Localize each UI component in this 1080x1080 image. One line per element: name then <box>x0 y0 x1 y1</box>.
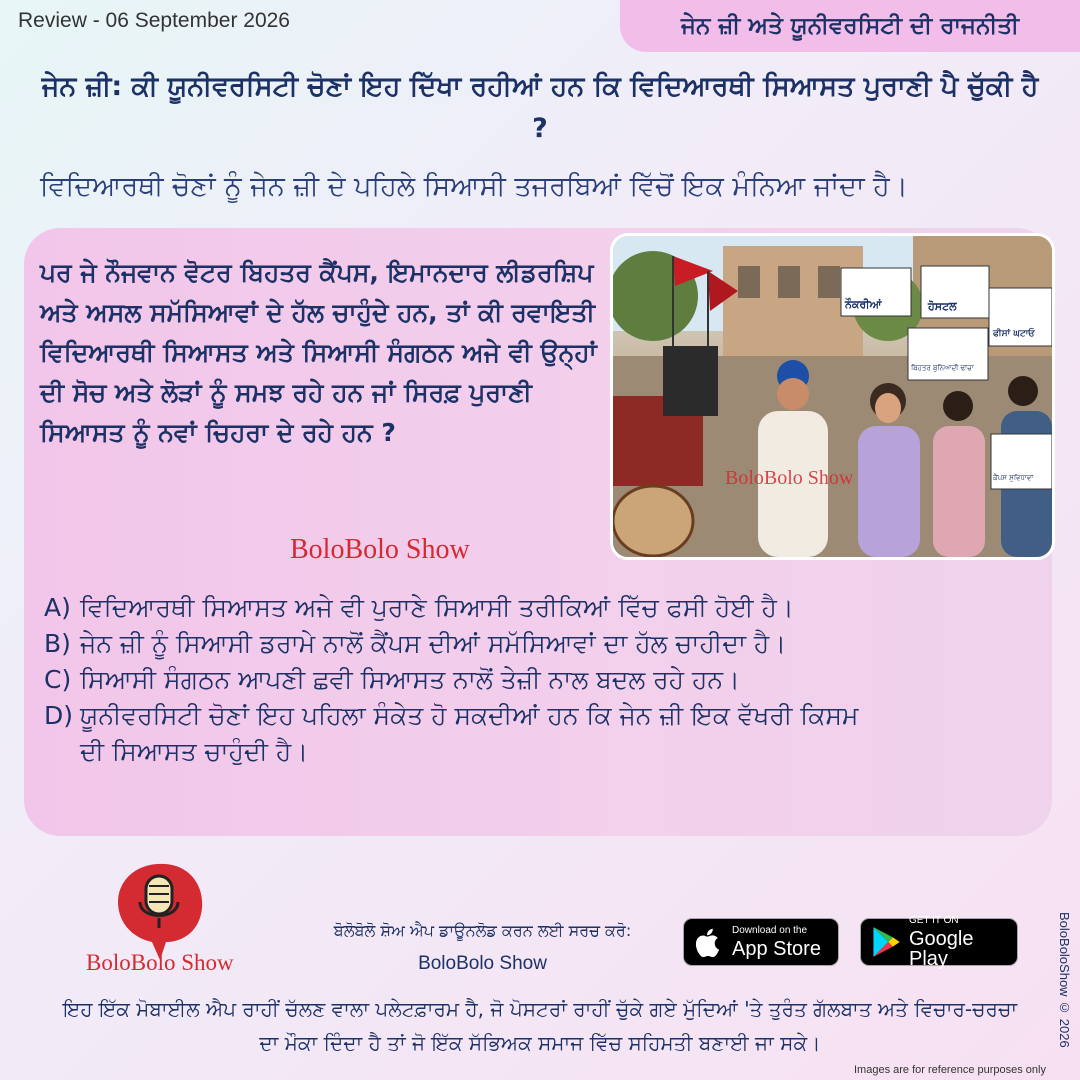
option-text: ਸਿਆਸੀ ਸੰਗਠਨ ਆਪਣੀ ਛਵੀ ਸਿਆਸਤ ਨਾਲੋਂ ਤੇਜ਼ੀ ਨਾਲ ਬਦਲ ਰਹੇ ਹਨ। <box>80 665 740 694</box>
sign-hostel: ਹੋਸਟਲ <box>928 300 957 313</box>
platform-description: ਇਹ ਇੱਕ ਮੋਬਾਈਲ ਐਪ ਰਾਹੀਂ ਚੱਲਣ ਵਾਲਾ ਪਲੇਟਫ਼ਾਰਮ ਹੈ, ਜੋ ਪੋਸਟਰਾਂ ਰਾਹੀਂ ਚੁੱਕੇ ਗਏ ਮੁੱਦਿਆਂ 'ਤੇ ਤੁਰੰਤ ਗੱਲਬਾਤ ਅਤੇ ਵਿਚਾਰ-ਚਰਚਾ ਦਾ ਮੌਕਾ ਦਿੰਦਾ ਹੈ ਤਾਂ ਜੋ ਇੱਕ ਸੱਭਿਅਕ ਸਮਾਜ ਵਿੱਚ ਸਹਿਮਤੀ ਬਣਾਈ ਜਾ ਸਕੇ। <box>62 997 1018 1055</box>
option-letter: C) <box>44 665 72 694</box>
question-text: ਪਰ ਜੇ ਨੌਜਵਾਨ ਵੋਟਰ ਬਿਹਤਰ ਕੈਂਪਸ, ਇਮਾਨਦਾਰ ਲੀਡਰਸ਼ਿਪ ਅਤੇ ਅਸਲ ਸਮੱਸਿਆਵਾਂ ਦੇ ਹੱਲ ਚਾਹੁੰਦੇ ਹਨ, ਤਾਂ ਕੀ ਰਵਾਇਤੀ ਵਿਦਿਆਰਥੀ ਸਿਆਸਤ ਅਤੇ ਸਿਆਸੀ ਸੰਗਠਨ ਅਜੇ ਵੀ ਉਨ੍ਹਾਂ ਦੀ ਸੋਚ ਅਤੇ ਲੋੜਾਂ ਨੂੰ ਸਮਝ ਰਹੇ ਹਨ ਜਾਂ ਸਿਰਫ਼ ਪੁਰਾਣੀ ਸਿਆਸਤ ਨੂੰ ਨਵਾਂ ਚਿਹਰਾ ਦੇ ਰਹੇ ਹਨ ? <box>40 258 597 447</box>
google-play-button[interactable] <box>860 914 1018 970</box>
sign-fees: ਫੀਸਾਂ ਘਟਾਓ <box>993 329 1035 339</box>
search-note-text: ਬੋਲੋਬੋਲੋ ਸ਼ੋਅ ਐਪ ਡਾਊਨਲੋਡ ਕਰਨ ਲਈ ਸਰਚ ਕਰੋ: <box>333 921 632 940</box>
search-app-name: BoloBolo Show <box>418 953 547 975</box>
topic-tab <box>620 0 1080 52</box>
app-store-button[interactable] <box>683 918 839 966</box>
google-play-small-text: GET IT ON <box>909 914 959 926</box>
apple-icon <box>694 926 724 958</box>
option-b[interactable] <box>44 626 1034 662</box>
subhead: ਵਿਦਿਆਰਥੀ ਚੋਣਾਂ ਨੂੰ ਜੇਨ ਜ਼ੀ ਦੇ ਪਹਿਲੇ ਸਿਆਸੀ ਤਜਰਬਿਆਂ ਵਿੱਚੋਂ ਇਕ ਮੰਨਿਆ ਜਾਂਦਾ ਹੈ। <box>40 171 908 202</box>
headline: ਜੇਨ ਜ਼ੀ: ਕੀ ਯੂਨੀਵਰਸਿਟੀ ਚੋਣਾਂ ਇਹ ਦਿੱਖਾ ਰਹੀਆਂ ਹਨ ਕਿ ਵਿਦਿਆਰਥੀ ਸਿਆਸਤ ਪੁਰਾਣੀ ਪੈ ਚੁੱਕੀ ਹੈ ? <box>41 71 1039 144</box>
photo-watermark: BoloBolo Show <box>725 467 854 489</box>
answer-options <box>44 590 1034 770</box>
sign-infrastructure: ਬਿਹਤਰ ਬੁਨਿਆਦੀ ਢਾਂਚਾ <box>911 364 974 372</box>
sign-jobs: ਨੌਕਰੀਆਂ <box>845 298 882 311</box>
option-text: ਵਿਦਿਆਰਥੀ ਸਿਆਸਤ ਅਜੇ ਵੀ ਪੁਰਾਣੇ ਸਿਆਸੀ ਤਰੀਕਿਆਂ ਵਿੱਚ ਫਸੀ ਹੋਈ ਹੈ। <box>80 593 794 622</box>
option-a[interactable] <box>44 590 1034 626</box>
topic-label: ਜੇਨ ਜ਼ੀ ਅਤੇ ਯੂਨੀਵਰਸਿਟੀ ਦੀ ਰਾਜਨੀਤੀ <box>680 13 1020 39</box>
google-play-icon <box>871 926 901 958</box>
option-text: ਯੂਨੀਵਰਸਿਟੀ ਚੋਣਾਂ ਇਹ ਪਹਿਲਾ ਸੰਕੇਤ ਹੋ ਸਕਦੀਆਂ ਹਨ ਕਿ ਜੇਨ ਜ਼ੀ ਇਕ ਵੱਖਰੀ ਕਿਸਮ ਦੀ ਸਿਆਸਤ ਚਾਹੁੰਦੀ ਹੈ। <box>80 701 859 766</box>
option-d[interactable] <box>44 698 1034 770</box>
option-letter: B) <box>44 629 71 658</box>
review-date: Review - 06 September 2026 <box>18 9 290 32</box>
option-letter: D) <box>44 701 74 730</box>
protest-photo-illustration <box>613 236 1052 557</box>
sign-campus-facilities: ਕੈਂਪਸ ਸੁਵਿਧਾਵਾਂ <box>993 474 1034 482</box>
option-text: ਜੇਨ ਜ਼ੀ ਨੂੰ ਸਿਆਸੀ ਡਰਾਮੇ ਨਾਲੋਂ ਕੈਂਪਸ ਦੀਆਂ ਸਮੱਸਿਆਵਾਂ ਦਾ ਹੱਲ ਚਾਹੀਦਾ ਹੈ। <box>80 629 787 658</box>
option-c[interactable] <box>44 662 1034 698</box>
search-instruction <box>300 916 665 982</box>
logo-name: BoloBolo Show <box>86 950 234 975</box>
google-play-big-text: Google Play <box>909 927 974 970</box>
option-letter: A) <box>44 593 71 622</box>
app-store-big-text: App Store <box>732 937 821 960</box>
image-disclaimer: Images are for reference purposes only <box>854 1064 1046 1076</box>
copyright-credit: BoloBoloShow © 2026 <box>1057 912 1072 1048</box>
protest-photo <box>610 233 1055 560</box>
brand-watermark: BoloBolo Show <box>290 534 470 565</box>
app-store-small-text: Download on the <box>732 924 808 936</box>
